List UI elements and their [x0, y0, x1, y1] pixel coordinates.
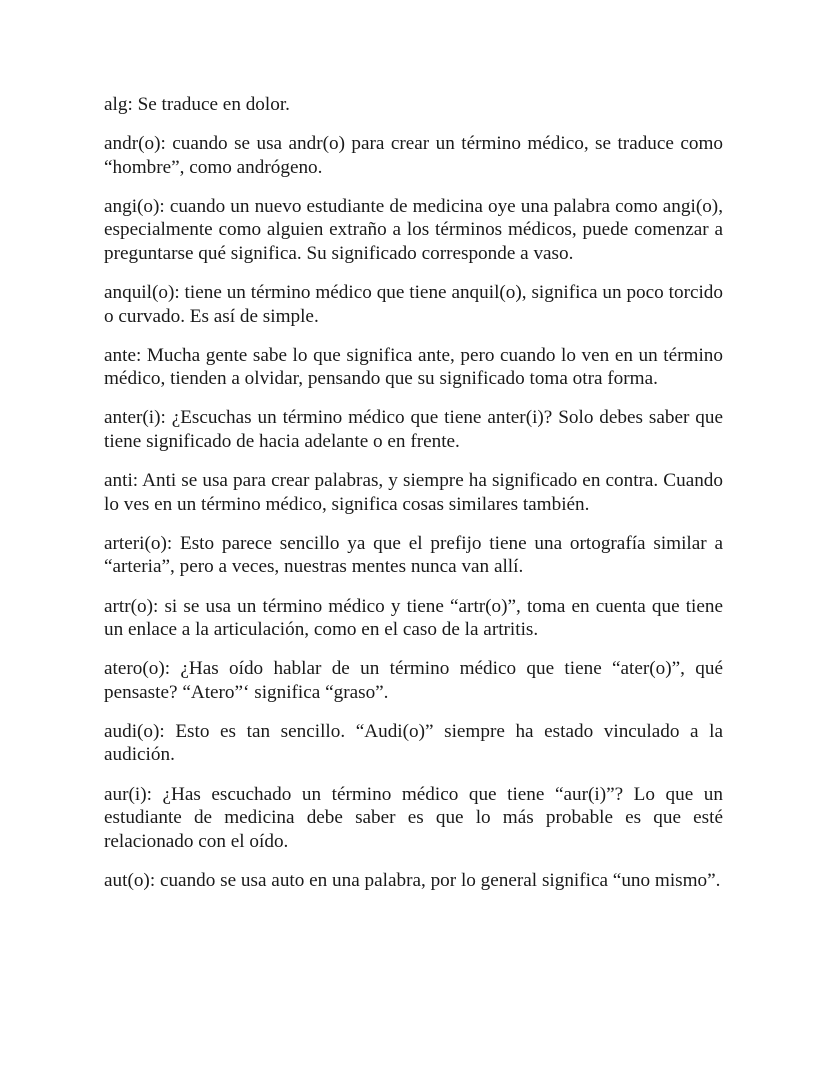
glossary-entry-angi: angi(o): cuando un nuevo estudiante de medicina oye una palabra como angi(o), especialmente como alguien extraño a los términos médicos, puede comenzar a preguntarse qué significa. Su significado corresponde a vaso. — [104, 195, 723, 264]
glossary-entry-aut: aut(o): cuando se usa auto en una palabra, por lo general significa “uno mismo”. — [104, 869, 721, 891]
glossary-entry-anquil: anquil(o): tiene un término médico que tiene anquil(o), significa un poco torcido o curvado. Es así de simple. — [104, 282, 723, 327]
glossary-entry-artr: artr(o): si se usa un término médico y tiene “artr(o)”, toma en cuenta que tiene un enlace a la articulación, como en el caso de la artritis. — [104, 595, 723, 641]
glossary-entry-anti: anti: Anti se usa para crear palabras, y siempre ha significado en contra. Cuando lo ves en un término médico, significa cosas similares también. — [104, 470, 723, 515]
glossary-entry-audi: audi(o): Esto es tan sencillo. “Audi(o)” siempre ha estado vinculado a la audición. — [104, 720, 723, 766]
glossary-body — [104, 93, 723, 908]
glossary-entry-aur: aur(i): ¿Has escuchado un término médico que tiene “aur(i)”? Lo que un estudiante de medicina debe saber es que lo más probable es que esté relacionado con el oído. — [104, 783, 723, 852]
glossary-entry-alg: alg: Se traduce en dolor. — [104, 94, 290, 115]
glossary-entry-ante: ante: Mucha gente sabe lo que significa ante, pero cuando lo ven en un término médico, tienden a olvidar, pensando que su significado toma otra forma. — [104, 344, 723, 390]
glossary-entry-arteri: arteri(o): Esto parece sencillo ya que el prefijo tiene una ortografía similar a “arteria”, pero a veces, nuestras mentes nunca van allí. — [104, 532, 723, 578]
glossary-entry-andr: andr(o): cuando se usa andr(o) para crear un término médico, se traduce como “hombre”, como andrógeno. — [104, 133, 723, 178]
glossary-entry-atero: atero(o): ¿Has oído hablar de un término médico que tiene “ater(o)”, qué pensaste? “Atero”‘ significa “graso”. — [104, 658, 723, 703]
glossary-entry-anter: anter(i): ¿Escuchas un término médico que tiene anter(i)? Solo debes saber que tiene significado de hacia adelante o en frente. — [104, 407, 723, 453]
